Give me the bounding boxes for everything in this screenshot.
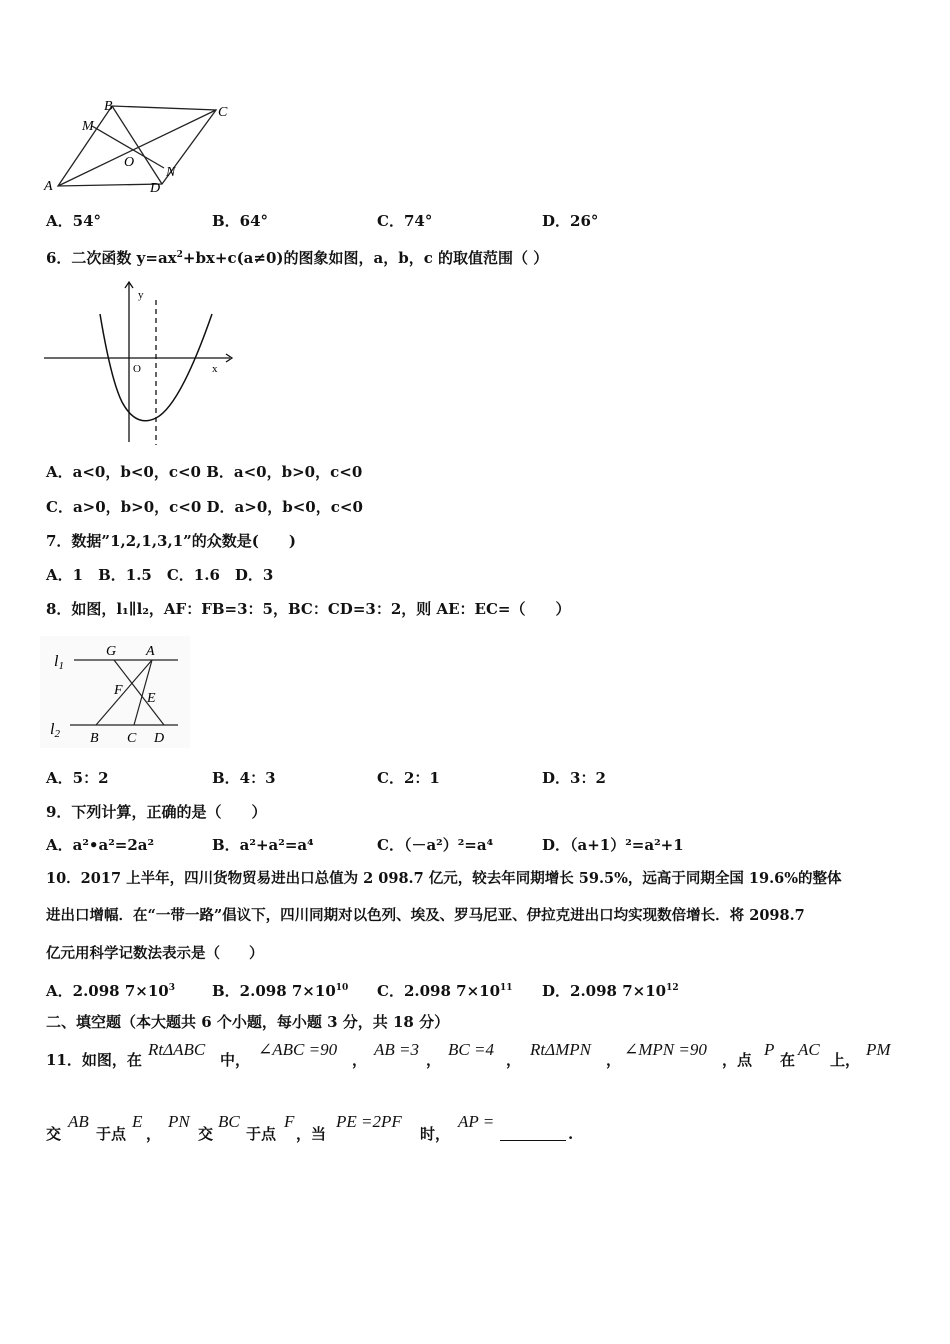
q10-option-c[interactable]: C．2.098 $7\times 10^{11}$ bbox=[377, 982, 513, 1000]
q11-zhong: 中， bbox=[220, 1051, 251, 1069]
label-F: F bbox=[114, 683, 123, 698]
q10-stem-line1: 10．2017 上半年，四川货物贸易进出口总值为 2 098.7 亿元，较去年同期增长 59.5%，远高于同期全国 19.6%的整体 bbox=[46, 870, 842, 887]
q9-option-d[interactable]: D．（a+1）²=a²+1 bbox=[542, 836, 684, 854]
label-A: A bbox=[146, 644, 155, 659]
q11-comma3: ， bbox=[506, 1051, 522, 1069]
q10-option-d[interactable]: D．2.098 $7\times 10^{12}$ bbox=[542, 982, 679, 1000]
q9-option-c[interactable]: C．（－a²）²=a⁴ bbox=[377, 836, 494, 854]
q11-jiao1: 交 bbox=[46, 1125, 62, 1143]
q11-yudian1: 于点 bbox=[96, 1125, 127, 1143]
label-G: G bbox=[106, 644, 117, 659]
q11-dian: ，点 bbox=[722, 1051, 753, 1069]
q6-options-line2[interactable]: C．a>0，b>0，c<0 D．a>0，b<0，c<0 bbox=[46, 498, 363, 516]
q11-answer-blank[interactable] bbox=[500, 1126, 566, 1141]
q8-option-d[interactable]: D．3：2 bbox=[542, 769, 606, 787]
q11-rt-mpn: RtΔMPN bbox=[530, 1040, 591, 1059]
q11-dang: ，当 bbox=[296, 1125, 327, 1143]
q11-e: E bbox=[132, 1112, 143, 1131]
q6-parabola-graph bbox=[40, 280, 240, 448]
label-E: E bbox=[147, 691, 156, 706]
q5-parallelogram-figure bbox=[40, 96, 240, 200]
q11-condition: PE =2PF bbox=[336, 1112, 402, 1131]
q6-stem: 6．二次函数 $y=ax^2+bx+c(a\ne 0)$的图象如图，a，b，c 的取值范围（ ） bbox=[46, 249, 549, 267]
q9-option-a[interactable]: A．a²•a²=2a² bbox=[46, 836, 155, 854]
q11-pm: PM bbox=[866, 1040, 891, 1059]
q9-option-b[interactable]: B．a²+a²=a⁴ bbox=[212, 836, 314, 854]
label-l1: l1 bbox=[54, 653, 64, 672]
q8-option-b[interactable]: B．4：3 bbox=[212, 769, 276, 787]
q11-yudian2: 于点 bbox=[246, 1125, 277, 1143]
label-C: C bbox=[127, 731, 137, 746]
q11-jiao2: 交 bbox=[198, 1125, 214, 1143]
q11-shang: 上， bbox=[830, 1051, 861, 1069]
label-A: A bbox=[44, 179, 53, 194]
q10-stem-line2: 进出口增幅．在“一带一路”倡议下，四川同期对以色列、埃及、罗马尼亚、伊拉克进出口均实现数倍增长．将 2098.7 bbox=[46, 907, 805, 924]
q11-end: . bbox=[568, 1125, 574, 1143]
q11-f: F bbox=[284, 1112, 295, 1131]
q11-ab: AB =3 bbox=[374, 1040, 419, 1059]
label-l2: l2 bbox=[50, 721, 60, 740]
q11-bc: BC =4 bbox=[448, 1040, 494, 1059]
label-C: C bbox=[218, 105, 228, 120]
q5-option-b[interactable]: B．64° bbox=[212, 212, 269, 230]
q5-option-d[interactable]: D．26° bbox=[542, 212, 599, 230]
axis-y-label: y bbox=[138, 289, 144, 301]
q11-shi: 时， bbox=[420, 1125, 451, 1143]
q6-options-line1[interactable]: A．a<0，b<0，c<0 B．a<0，b>0，c<0 bbox=[46, 463, 363, 481]
q11-angle-mpn: ∠MPN =90 bbox=[624, 1040, 707, 1059]
q11-angle-abc: ∠ABC =90 bbox=[258, 1040, 338, 1059]
q11-ac: AC bbox=[798, 1040, 820, 1059]
q7-options[interactable]: A．1 B．1.5 C．1.6 D．3 bbox=[46, 566, 274, 584]
label-N: N bbox=[166, 165, 176, 180]
q11-zai: 在 bbox=[780, 1051, 796, 1069]
q9-stem: 9．下列计算，正确的是（ ） bbox=[46, 803, 267, 821]
q10-option-a[interactable]: A．2.098 $7\times 10^3$ bbox=[46, 982, 175, 1000]
label-B: B bbox=[90, 731, 99, 746]
label-O: O bbox=[124, 155, 135, 170]
q8-option-c[interactable]: C．2：1 bbox=[377, 769, 440, 787]
q11-bc2: BC bbox=[218, 1112, 240, 1131]
q8-parallel-lines-figure bbox=[40, 636, 190, 748]
q7-stem: 7．数据”1,2,1,3,1”的众数是( ) bbox=[46, 532, 296, 550]
label-D: D bbox=[150, 181, 161, 196]
q11-line2 bbox=[46, 1112, 906, 1152]
q10-stem-line3: 亿元用科学记数法表示是（ ） bbox=[46, 945, 264, 962]
q11-comma1: ， bbox=[352, 1051, 368, 1069]
q10-option-b[interactable]: B．2.098 $7\times 10^{10}$ bbox=[212, 982, 349, 1000]
q11-ab2: AB bbox=[68, 1112, 89, 1131]
q11-rt-abc: RtΔABC bbox=[148, 1040, 206, 1059]
q11-comma4: ， bbox=[606, 1051, 622, 1069]
label-D: D bbox=[154, 731, 165, 746]
q11-pn: PN bbox=[168, 1112, 190, 1131]
label-M: M bbox=[82, 119, 94, 134]
q11-comma2: ， bbox=[426, 1051, 442, 1069]
q11-comma5: ， bbox=[146, 1125, 162, 1143]
q11-ap: AP = bbox=[458, 1112, 495, 1131]
q11-line1 bbox=[46, 1040, 906, 1080]
q5-option-c[interactable]: C．74° bbox=[377, 212, 433, 230]
q5-option-a[interactable]: A．54° bbox=[46, 212, 102, 230]
axis-x-label: x bbox=[212, 363, 218, 375]
origin-label: O bbox=[133, 363, 141, 375]
label-B: B bbox=[104, 99, 113, 114]
q8-option-a[interactable]: A．5：2 bbox=[46, 769, 109, 787]
q11-num: 11．如图，在 bbox=[46, 1051, 142, 1069]
q8-stem: 8．如图，l₁∥l₂，AF：FB=3：5，BC：CD=3：2，则 AE：EC=（ ） bbox=[46, 600, 571, 618]
section2-title: 二、填空题（本大题共 6 个小题，每小题 3 分，共 18 分） bbox=[46, 1013, 450, 1031]
q11-p: P bbox=[764, 1040, 775, 1059]
